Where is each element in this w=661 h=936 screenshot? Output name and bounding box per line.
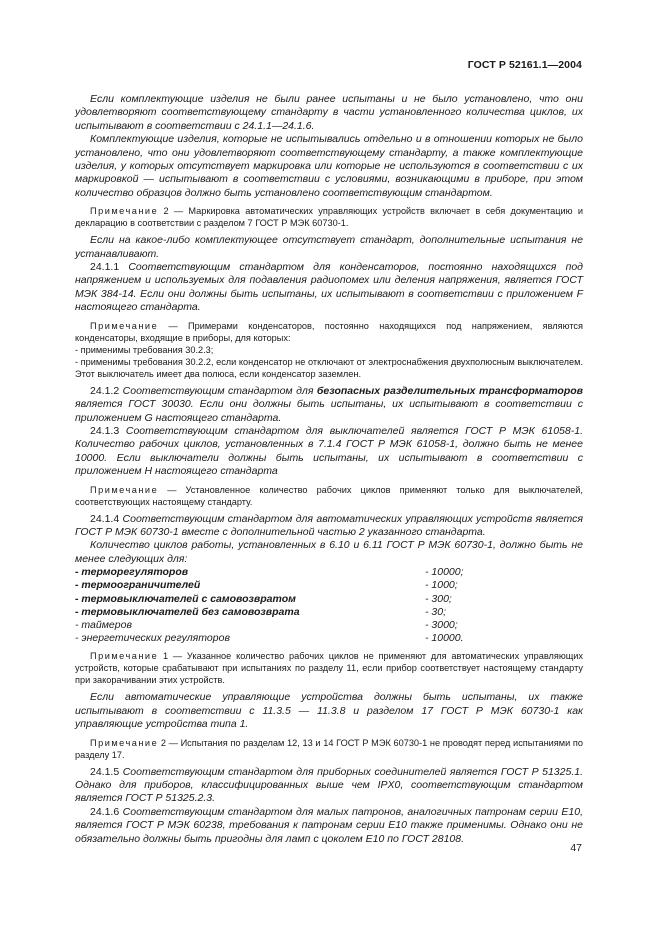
clause-text-c: является ГОСТ 30030. Если они должны быть испытаны, их испытывают в соответствии с приложением G настоящего стандарта.	[75, 398, 583, 424]
note-label: Примечание	[90, 320, 159, 331]
paragraph-untested-components: Если комплектующие изделия не были ранее испытаны и не было установлено, что они удовлетворяют соответствующему стандарту в части установленного количества циклов, их испытывают в соответствии с 24.1.1—24.1.6.	[75, 93, 583, 132]
list-item-value: - 10000.	[425, 632, 464, 645]
clause-24-1-1	[75, 261, 583, 315]
clause-number: 24.1.3	[90, 424, 120, 437]
page-number: 47	[570, 842, 582, 854]
list-item-value: - 3000;	[425, 618, 458, 631]
list-item	[75, 632, 583, 645]
clause-number: 24.1.4	[90, 512, 120, 525]
note-text: — Примерами конденсаторов, постоянно находящихся под напряжением, являются конденсаторы, входящие в приборы, для которых:	[75, 320, 583, 343]
note-label: Примечание	[90, 651, 159, 662]
list-item	[75, 593, 583, 606]
clause-number: 24.1.6	[90, 805, 120, 818]
note-text: 1 — Указанное количество рабочих циклов не применяют для автоматических управляющих устройств, которые срабатывают при испытаниях по разделу 11, если прибор соответствует настоящему стандарту при закорачивании этих устройств.	[75, 651, 583, 686]
note-label: Примечание	[90, 206, 159, 217]
list-item-value: - 300;	[425, 592, 452, 605]
list-item-value: - 30;	[425, 605, 447, 618]
note-1-cycles	[75, 650, 583, 686]
standard-header: ГОСТ Р 52161.1—2004	[467, 59, 582, 71]
clause-text: Соответствующим стандартом для автоматических управляющих устройств является ГОСТ Р МЭК 60730-1 вместе с дополнительной частью 2 указанного стандарта.	[75, 512, 583, 538]
clause-text-bold: безопасных разделительных трансформаторов	[316, 384, 583, 397]
clause-number: 24.1.5	[90, 765, 120, 778]
note-capacitors	[75, 320, 583, 344]
clause-text: Соответствующим стандартом для приборных соединителей является ГОСТ Р 51325.1. Однако для приборов, классифицированных выше чем IPX0, соответствующим стандартом является ГОСТ Р 51325.2.3.	[75, 765, 583, 805]
clause-24-1-4	[75, 513, 583, 540]
clause-text: Соответствующим стандартом для выключателей является ГОСТ Р МЭК 61058-1. Количество рабочих циклов, установленных в 7.1.4 ГОСТ Р МЭК 61058-1, должно быть не менее 10000. Если выключатели должны быть испытаны, их испытывают в соответствии с приложением H настоящего стандарта	[75, 424, 583, 478]
clause-text: Соответствующим стандартом для конденсаторов, постоянно находящихся под напряжением и используемых для подавления радиопомех или деления напряжения, является ГОСТ МЭК 384-14. Если они должны быть испытаны, их испытывают в соответствии с приложением F настоящего стандарта.	[75, 261, 583, 314]
list-item-value: - 10000;	[425, 566, 464, 579]
list-item-label: - энергетических регуляторов	[75, 632, 230, 645]
clause-text: Соответствующим стандартом для малых патронов, аналогичных патронам серии E10, является ГОСТ Р МЭК 60238, требования к патронам серии E10 также применимы. Однако они не обязательно должны быть пригодны для ламп с цоколем E10 по ГОСТ 28108.	[75, 805, 583, 845]
clause-24-1-3	[75, 425, 583, 479]
list-item	[75, 579, 583, 592]
clause-24-1-2	[75, 385, 583, 425]
note-2-marking	[75, 205, 583, 229]
list-item	[75, 566, 583, 579]
cycles-list	[75, 566, 583, 645]
clause-24-1-5	[75, 766, 583, 806]
note-capacitors-item-1: - применимы требования 30.2.3;	[75, 344, 214, 355]
list-item-label: - термовыключателей без самовозврата	[75, 605, 300, 618]
note-label: Примечание	[90, 737, 159, 748]
list-item-label: - терморегуляторов	[75, 566, 189, 579]
note-text: — Установленное количество рабочих циклов применяют только для выключателей, соответствующих настоящему стандарту.	[75, 484, 583, 507]
note-text: 2 — Маркировка автоматических управляющих устройств включает в себя документацию и декларацию в соответствии с разделом 7 ГОСТ Р МЭК 60730-1.	[75, 206, 583, 229]
list-item	[75, 606, 583, 619]
page-content	[75, 93, 583, 846]
clause-number: 24.1.1	[90, 261, 120, 274]
paragraph-components-not-tested-separately: Комплектующие изделия, которые не испытывались отдельно и в отношении которых не было установлено, что они удовлетворяют соответствующему стандарту, а также комплектующие изделия, у которых отсутствует маркировка или которые не используются в соответствии с их маркировкой — испытывают в соответствии с условиями, возникающими в приборе, при этом количество образцов должно быть установлено соответствующим стандартом.	[75, 133, 583, 199]
note-switch-cycles	[75, 484, 583, 508]
list-item-label: - термовыключателей с самовозвратом	[75, 592, 296, 605]
clause-24-1-6	[75, 806, 583, 846]
paragraph-no-standard: Если на какое-либо комплектующее отсутствует стандарт, дополнительные испытания не устанавливают.	[75, 234, 583, 260]
paragraph-cycle-count: Количество циклов работы, установленных в 6.10 и 6.11 ГОСТ Р МЭК 60730-1, должно быть не менее следующих для:	[75, 539, 583, 565]
note-text: 2 — Испытания по разделам 12, 13 и 14 ГОСТ Р МЭК 60730-1 не проводят перед испытаниями по разделу 17.	[75, 737, 583, 760]
paragraph-control-testing: Если автоматические управляющие устройства должны быть испытаны, их также испытывают в соответствии с 11.3.5 — 11.3.8 и разделом 17 ГОСТ Р МЭК 60730-1 как управляющие устройства типа 1.	[75, 691, 583, 731]
note-label: Примечание	[90, 484, 159, 495]
list-item-label: - термоограничителей	[75, 579, 201, 592]
clause-number: 24.1.2	[90, 384, 120, 397]
note-2-tests	[75, 737, 583, 761]
list-item	[75, 619, 583, 632]
clause-text-a: Соответствующим стандартом для	[119, 384, 317, 397]
list-item-value: - 1000;	[425, 579, 458, 592]
list-item-label: - таймеров	[75, 618, 132, 631]
note-capacitors-item-2: - применимы требования 30.2.2, если конденсатор не отключают от электроснабжения двухполюсным выключателем. Этот выключатель имеет два полюса, если конденсатор заземлен.	[75, 356, 583, 379]
